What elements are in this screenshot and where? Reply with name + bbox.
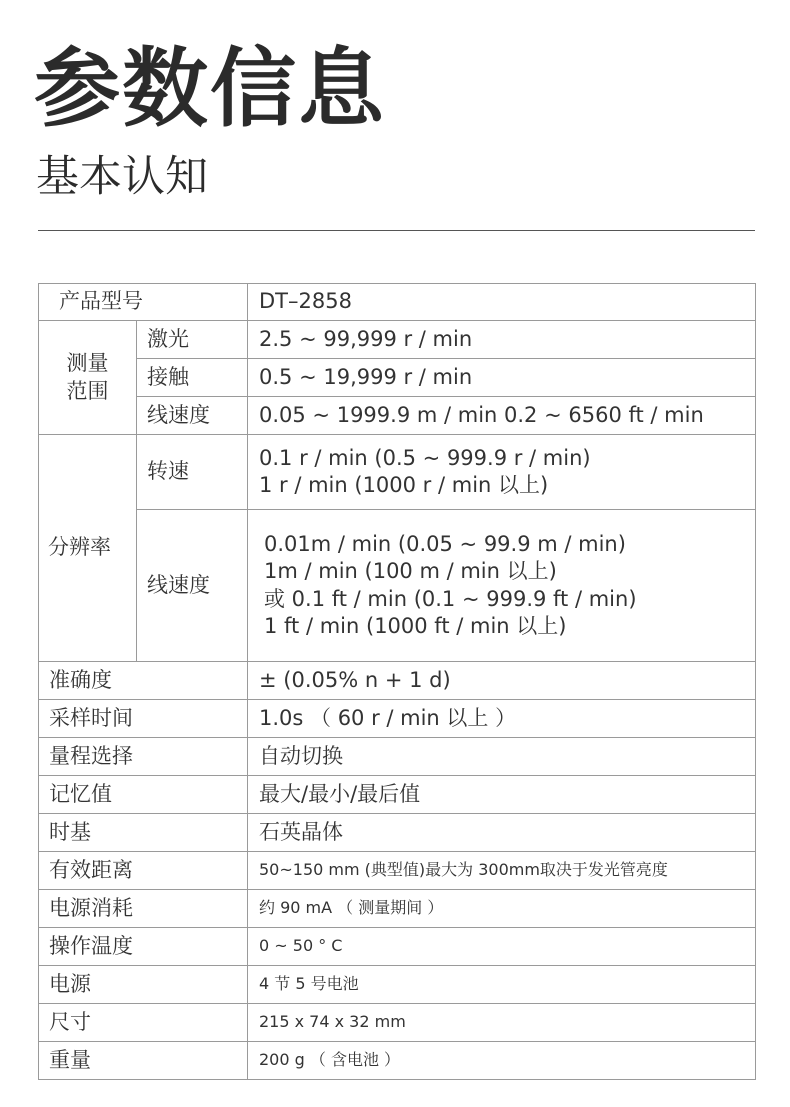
table-row	[39, 435, 756, 510]
spec-label: 电源	[39, 966, 248, 1004]
spec-value: 0.05 ~ 1999.9 m / min 0.2 ~ 6560 ft / min	[248, 397, 756, 435]
spec-value: 0 ~ 50 ° C	[248, 928, 756, 966]
spec-label: 操作温度	[39, 928, 248, 966]
spec-value: 50~150 mm (典型值)最大为 300mm取决于发光管亮度	[248, 852, 756, 890]
page-subtitle: 基本认知	[36, 152, 208, 202]
spec-value: 215 x 74 x 32 mm	[248, 1004, 756, 1042]
spec-label: 尺寸	[39, 1004, 248, 1042]
spec-label: 有效距离	[39, 852, 248, 890]
spec-value: 1.0s （ 60 r / min 以上 ）	[248, 700, 756, 738]
table-row	[39, 321, 756, 359]
value-line: 1 r / min (1000 r / min 以上)	[259, 473, 549, 497]
spec-sublabel: 线速度	[137, 397, 248, 435]
spec-value: 200 g （ 含电池 ）	[248, 1042, 756, 1080]
table-row	[39, 890, 756, 928]
spec-value: 4 节 5 号电池	[248, 966, 756, 1004]
resolution-label: 分辨率	[39, 435, 137, 662]
value-line: 或 0.1 ft / min (0.1 ~ 999.9 ft / min)	[264, 586, 637, 611]
spec-value: 约 90 mA （ 测量期间 ）	[248, 890, 756, 928]
spec-value: DT–2858	[248, 284, 756, 321]
spec-sublabel: 接触	[137, 359, 248, 397]
spec-label: 时基	[39, 814, 248, 852]
spec-sublabel: 转速	[137, 435, 248, 510]
spec-label: 量程选择	[39, 738, 248, 776]
spec-label: 重量	[39, 1042, 248, 1080]
value-line: 1m / min (100 m / min 以上)	[264, 559, 557, 584]
spec-label: 记忆值	[39, 776, 248, 814]
spec-sublabel: 激光	[137, 321, 248, 359]
spec-value: ± (0.05% n + 1 d)	[248, 662, 756, 700]
spec-value: 自动切换	[248, 738, 756, 776]
spec-label: 电源消耗	[39, 890, 248, 928]
spec-value: 2.5 ~ 99,999 r / min	[248, 321, 756, 359]
value-line: 1 ft / min (1000 ft / min 以上)	[264, 613, 567, 638]
table-row	[39, 510, 756, 662]
spec-value: 0.5 ~ 19,999 r / min	[248, 359, 756, 397]
table-row	[39, 397, 756, 435]
spec-sublabel: 线速度	[137, 510, 248, 662]
range-label	[39, 321, 137, 435]
spec-value	[248, 435, 756, 510]
spec-label: 产品型号	[39, 284, 248, 321]
table-row	[39, 662, 756, 700]
spec-value	[248, 510, 756, 662]
spec-label: 采样时间	[39, 700, 248, 738]
table-row	[39, 700, 756, 738]
table-row	[39, 284, 756, 321]
title-divider	[38, 230, 755, 231]
table-row	[39, 852, 756, 890]
table-row	[39, 1042, 756, 1080]
table-row	[39, 738, 756, 776]
table-row	[39, 1004, 756, 1042]
value-line: 0.01m / min (0.05 ~ 99.9 m / min)	[264, 531, 626, 556]
value-line: 0.1 r / min (0.5 ~ 999.9 r / min)	[259, 445, 591, 470]
table-row	[39, 776, 756, 814]
spec-table	[38, 283, 756, 1080]
spec-value: 石英晶体	[248, 814, 756, 852]
table-row	[39, 359, 756, 397]
table-row	[39, 966, 756, 1004]
table-row	[39, 928, 756, 966]
range-label-line1: 测量	[66, 351, 109, 376]
table-row	[39, 814, 756, 852]
page-title: 参数信息	[34, 39, 386, 139]
range-label-line2: 范围	[66, 378, 109, 403]
spec-value: 最大/最小/最后值	[248, 776, 756, 814]
spec-label: 准确度	[39, 662, 248, 700]
